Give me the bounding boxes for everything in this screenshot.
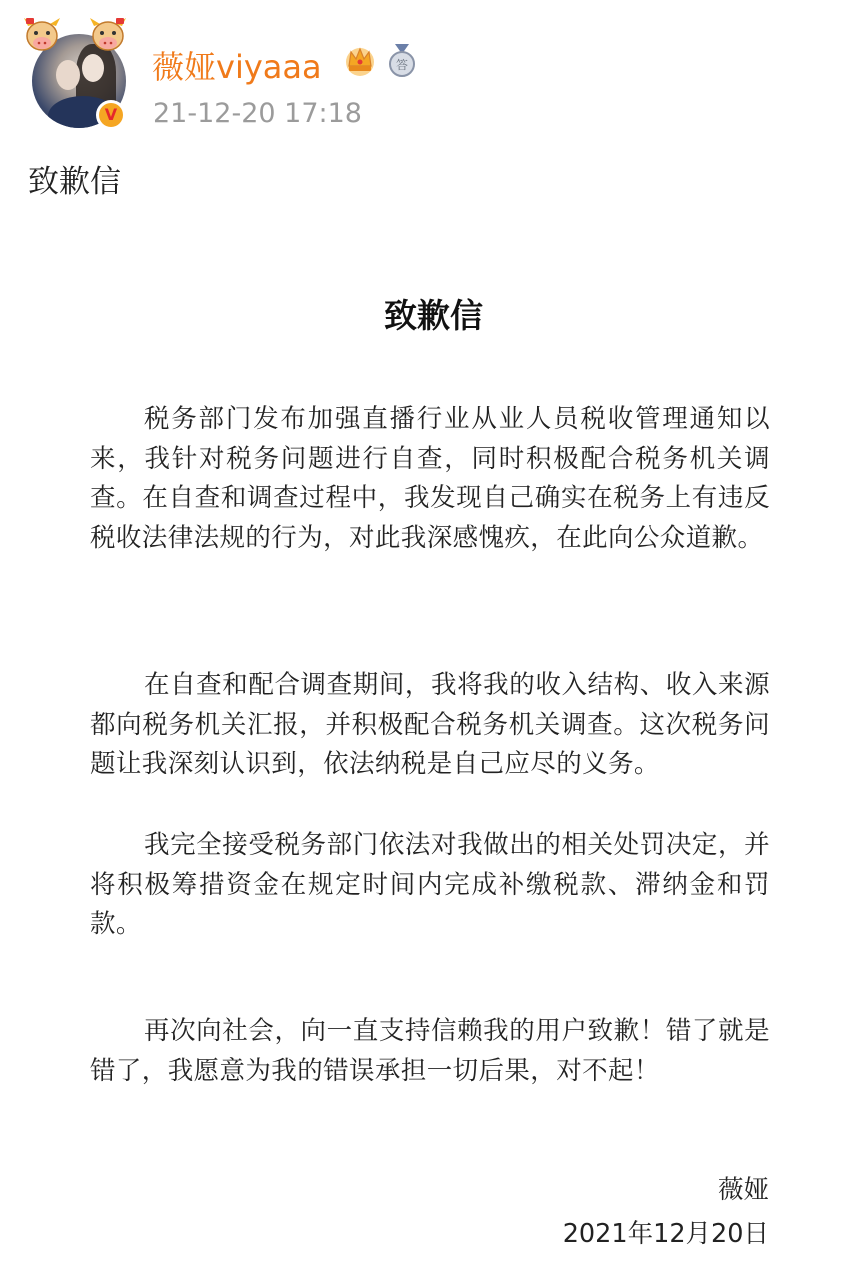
svg-text:答: 答 <box>395 58 409 72</box>
letter-date: 2021年12月20日 <box>562 1219 769 1249</box>
avatar[interactable] <box>22 16 134 132</box>
post-header <box>0 0 867 150</box>
avatar-face <box>56 60 80 90</box>
letter-paragraph: 我完全接受税务部门依法对我做出的相关处罚决定，并将积极筹措资金在规定时间内完成补缴税款、滞纳金和罚款。 <box>90 830 770 939</box>
avatar-face <box>82 54 104 82</box>
letter-title: 致歉信 <box>384 296 483 335</box>
verified-icon <box>96 100 126 130</box>
letter-signature: 薇娅 <box>717 1175 769 1205</box>
username[interactable]: 薇娅viyaaa <box>152 48 322 86</box>
letter-paragraph: 税务部门发布加强直播行业从业人员税收管理通知以来，我针对税务问题进行自查，同时积极配合税务机关调查。在自查和调查过程中，我发现自己确实在税务上有违反税收法律法规的行为，对此我深感愧疚，在此向公众道歉。 <box>90 404 770 553</box>
letter-paragraph: 在自查和配合调查期间，我将我的收入结构、收入来源都向税务机关汇报，并积极配合税务机关调查。这次税务问题让我深刻认识到，依法纳税是自己应尽的义务。 <box>90 670 770 779</box>
crown-icon[interactable] <box>343 42 377 78</box>
verified-badge-letter: V <box>104 105 118 124</box>
post-timestamp[interactable]: 21-12-20 17:18 <box>153 98 362 129</box>
letter-image[interactable] <box>0 240 867 1272</box>
letter-paragraph: 再次向社会，向一直支持信赖我的用户致歉！错了就是错了，我愿意为我的错误承担一切后果，对不起！ <box>90 1016 770 1086</box>
ox-icon <box>22 16 62 54</box>
post-text: 致歉信 <box>28 164 121 200</box>
ox-icon <box>88 16 128 54</box>
medal-icon[interactable] <box>385 42 419 78</box>
